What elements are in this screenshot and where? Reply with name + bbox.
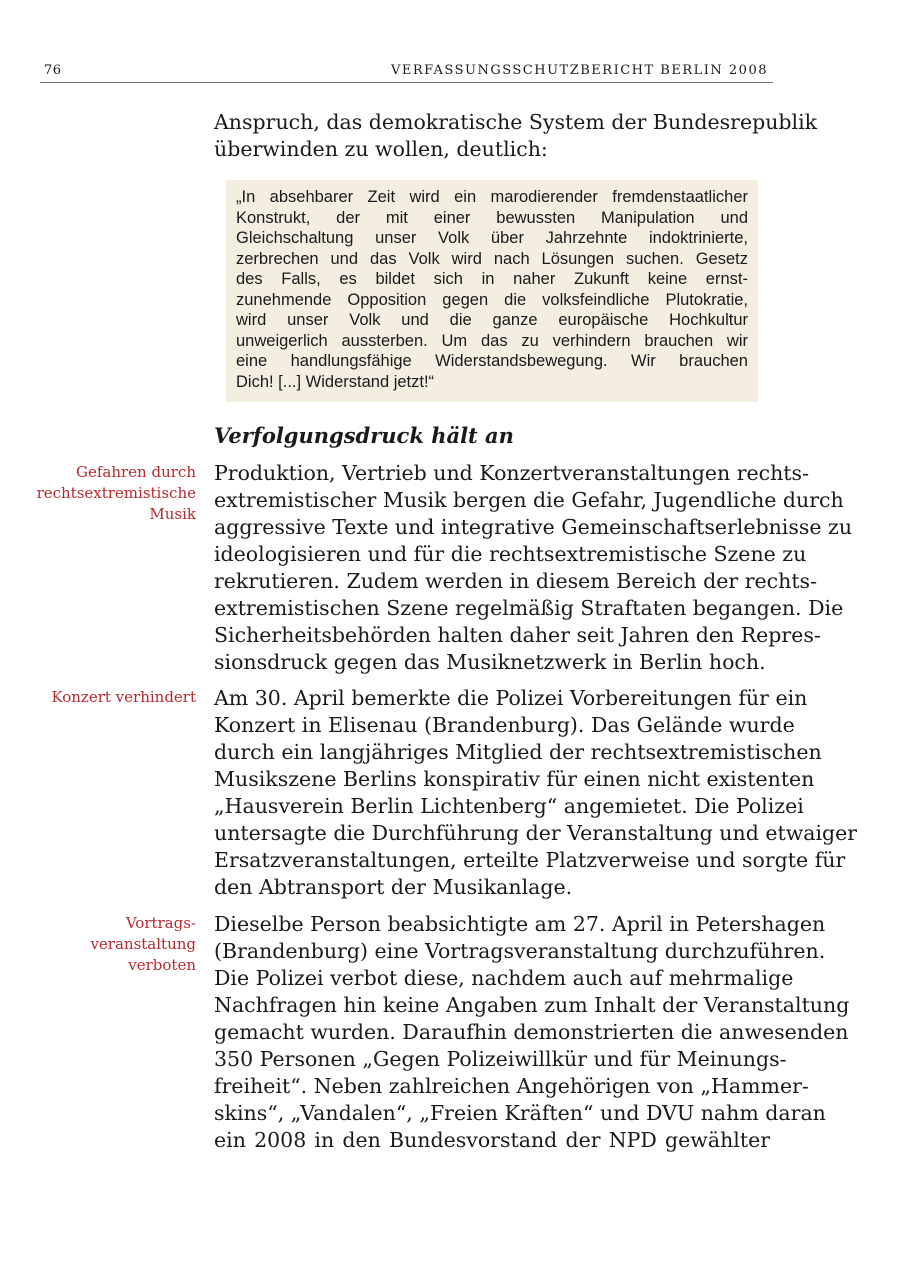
intro-line: Anspruch, das demokratische System der Bundesrepublik <box>214 110 818 134</box>
paragraph-line: Produktion, Vertrieb und Konzertveranstaltungen rechts- <box>214 461 809 485</box>
page-number: 76 <box>44 63 62 78</box>
paragraph-line: Sicherheitsbehörden halten daher seit Jahren den Repres- <box>214 623 821 647</box>
intro-line: überwinden zu wollen, deutlich: <box>214 137 548 161</box>
paragraph-line: sionsdruck gegen das Musiknetzwerk in Berlin hoch. <box>214 650 766 674</box>
quote-line: unweigerlich aussterben. Um das zu verhindern brauchen wir <box>236 331 748 350</box>
paragraph-line: rekrutieren. Zudem werden in diesem Bereich der rechts- <box>214 569 818 593</box>
paragraph-line: extremistischer Musik bergen die Gefahr, Jugendliche durch <box>214 488 844 512</box>
header-rule <box>40 82 773 83</box>
paragraph-line: Nachfragen hin keine Angaben zum Inhalt der Veranstaltung <box>214 993 850 1017</box>
quote-line: „In absehbarer Zeit wird ein marodierender fremdenstaatlicher <box>236 188 748 206</box>
paragraph-line: Am 30. April bemerkte die Polizei Vorbereitungen für ein <box>214 686 808 710</box>
paragraph-line: „Hausverein Berlin Lichtenberg“ angemietet. Die Polizei <box>214 794 804 818</box>
quote-box <box>226 180 758 402</box>
margin-note-line: rechtsextremistische <box>36 484 196 502</box>
quote-line: Gleichschaltung unser Volk über Jahrzehnte indoktrinierte, <box>236 229 748 247</box>
running-head: VERFASSUNGSSCHUTZBERICHT BERLIN 2008 <box>390 63 768 78</box>
quote-line: des Falls, es bildet sich in naher Zukunft keine ernst- <box>236 270 748 288</box>
quote-line: zerbrechen und das Volk wird nach Lösungen suchen. Gesetz <box>236 249 748 268</box>
section-heading: Verfolgungsdruck hält an <box>214 423 514 448</box>
margin-note-line: veranstaltung <box>90 935 196 953</box>
paragraph-line: durch ein langjähriges Mitglied der rechtsextremistischen <box>214 740 822 764</box>
margin-note-line: Vortrags- <box>125 914 196 932</box>
margin-note-concert <box>51 687 196 708</box>
paragraph-line: extremistischen Szene regelmäßig Straftaten begangen. Die <box>214 596 844 620</box>
paragraph-line: aggressive Texte und integrative Gemeinschaftserlebnisse zu <box>214 515 853 539</box>
quote-line: wird unser Volk und die ganze europäische Hochkultur <box>236 311 748 329</box>
paragraph-line: Konzert in Elisenau (Brandenburg). Das Gelände wurde <box>214 713 795 737</box>
margin-note-line: Gefahren durch <box>76 463 196 481</box>
paragraph-line: (Brandenburg) eine Vortragsveranstaltung durchzuführen. <box>214 939 826 963</box>
paragraph-line: den Abtransport der Musikanlage. <box>214 875 573 899</box>
margin-note-music <box>37 462 196 525</box>
paragraph-line: freiheit“. Neben zahlreichen Angehörigen von „Hammer- <box>214 1074 809 1098</box>
paragraph-line: ideologisieren und für die rechtsextremistische Szene zu <box>214 542 807 566</box>
paragraph-line: Ersatzveranstaltungen, erteilte Platzverweise und sorgte für <box>214 848 846 872</box>
paragraph-line: Musikszene Berlins konspirativ für einen nicht existenten <box>214 767 815 791</box>
paragraph-line: 350 Personen „Gegen Polizeiwillkür und für Meinungs- <box>214 1047 787 1071</box>
paragraph-line: skins“, „Vandalen“, „Freien Kräften“ und DVU nahm daran <box>214 1101 826 1125</box>
paragraph-line: Die Polizei verbot diese, nachdem auch auf mehrmalige <box>214 966 794 990</box>
paragraph-line: untersagte die Durchführung der Veranstaltung und etwaiger <box>214 821 858 845</box>
paragraph-line: gemacht wurden. Daraufhin demonstrierten die anwesenden <box>214 1020 849 1044</box>
margin-note-line: Konzert verhindert <box>51 688 196 706</box>
quote-line: Dich! [...] Widerstand jetzt!“ <box>236 372 435 391</box>
paragraph-line: ein 2008 in den Bundesvorstand der NPD gewählter <box>214 1128 770 1152</box>
margin-note-lecture <box>90 913 196 976</box>
quote-line: Konstrukt, der mit einer bewussten Manipulation und <box>236 208 748 227</box>
quote-line: eine handlungsfähige Widerstandsbewegung. Wir brauchen <box>236 352 748 370</box>
quote-line: zunehmende Opposition gegen die volksfeindliche Plutokratie, <box>236 290 748 309</box>
margin-note-line: verboten <box>128 956 196 974</box>
paragraph-line: Dieselbe Person beabsichtigte am 27. April in Petershagen <box>214 912 826 936</box>
margin-note-line: Musik <box>149 505 196 523</box>
